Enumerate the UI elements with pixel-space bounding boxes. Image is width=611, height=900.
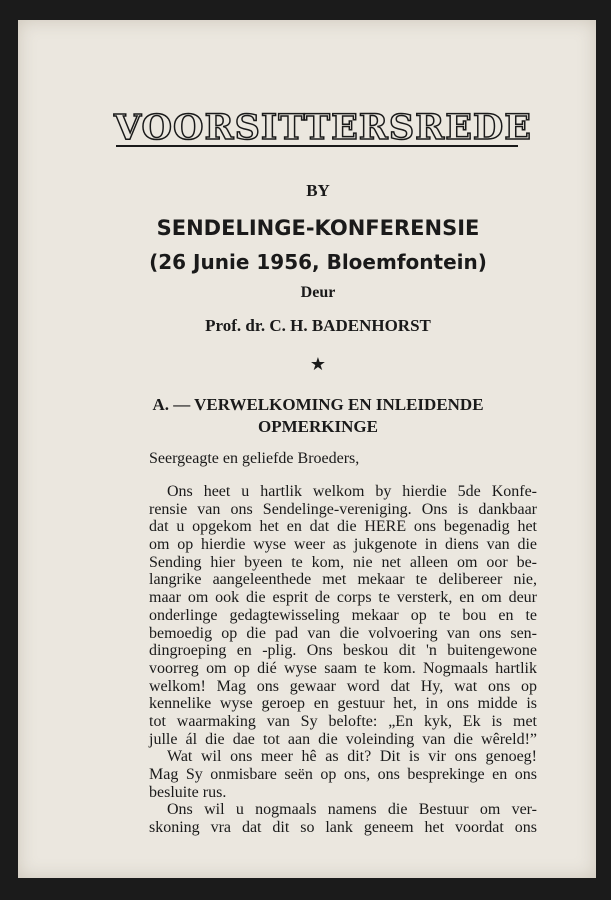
body-line: dingroeping en -plig. Ons beskou dit 'n buitengewone (149, 642, 537, 660)
body-line: julle ál die dae tot aan die voleinding van die wêreld!” (149, 730, 537, 748)
body-line: Ons heet u hartlik welkom by hierdie 5de Konfe- (167, 483, 537, 500)
body-line: om op hierdie wyse weer as jukgenote in diens van die (149, 536, 537, 554)
subtitle-by: BY (306, 181, 330, 200)
conference-name: SENDELINGE-KONFERENSIE (156, 216, 480, 240)
body-line: onderlinge gedagtewisseling mekaar op te bou en te (149, 606, 537, 624)
by-label: Deur (300, 284, 336, 301)
body-line: skoning vra dat dit so lank geneem het voordat ons (149, 819, 537, 837)
body-line: Ons wil u nogmaals namens die Bestuur om ver- (167, 801, 537, 819)
document-title: VOORSITTERSREDE (114, 107, 532, 148)
title-underline (116, 145, 518, 147)
document-page (18, 20, 596, 878)
section-heading-line-2: OPMERKINGE (258, 417, 378, 436)
body-line: bemoedig op die pad van die volvoering van ons sen- (149, 624, 537, 642)
body-line: besluite rus. (149, 783, 227, 801)
body-text (149, 483, 537, 837)
body-line: maar om ook die esprit de corps te versterk, en om deur (149, 589, 537, 607)
body-line: Sending hier byeen te kom, nie net alleen om oor be- (149, 553, 537, 571)
body-line: welkom! Mag ons gewaar word dat Hy, wat ons op (149, 677, 537, 695)
body-line: Wat wil ons meer hê as dit? Dit is vir ons genoeg! (167, 748, 537, 766)
body-line: dat u opgekom het en dat die HERE ons begenadig het (149, 518, 537, 536)
body-line: Mag Sy onmisbare seën op ons, ons besprekinge en ons (149, 766, 537, 783)
body-line: langrike aangeleenthede met mekaar te delibereer nie, (149, 571, 537, 589)
date-place: (26 Junie 1956, Bloemfontein) (149, 250, 487, 274)
body-line: voorreg om op dié wyse saam te kom. Nogmaals hartlik (149, 659, 537, 677)
body-line: rensie van ons Sendelinge-vereniging. Ons is dankbaar (149, 500, 537, 518)
author-name: Prof. dr. C. H. BADENHORST (205, 316, 431, 335)
body-line: kennelike wyse geroep en gestuur het, in ons midde is (149, 695, 537, 713)
salutation: Seergeagte en geliefde Broeders, (149, 450, 360, 467)
body-line: tot waarmaking van Sy belofte: „En kyk, Ek is met (149, 712, 537, 730)
star-ornament-icon: ★ (309, 354, 327, 375)
section-heading-line-1: A. — VERWELKOMING EN INLEIDENDE (152, 395, 484, 414)
